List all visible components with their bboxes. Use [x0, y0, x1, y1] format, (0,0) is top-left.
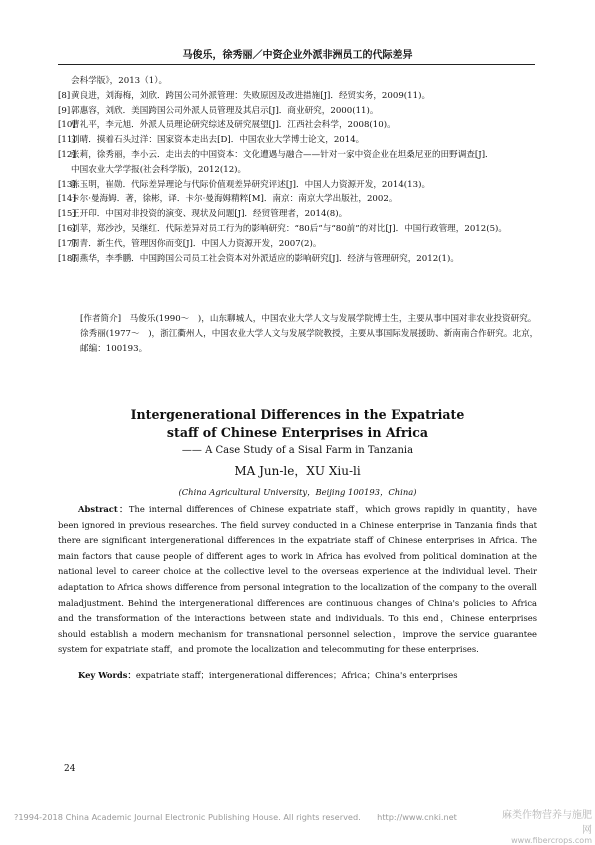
reference-text: 会科学版》，2013（1）。	[71, 76, 168, 86]
reference-number: [12]	[58, 149, 76, 160]
reference-number: [8]	[58, 90, 71, 101]
reference-text: 刘苹，郑沙沙，吴继红．代际差异对员工行为的影响研究：“80后”与“80前”的对比[J]．中国行政管理，2012(5)。	[71, 223, 507, 234]
abstract-text: The internal differences of Chinese expatriate staff，which grows rapidly in quantity，have been ignored in previous researches. The field survey conducted in a Chinese enterprise in Tanzania finds that there are significant intergenerational differences in the expatriate staff of Chinese enterprises in Africa. The main factors that cause people of different ages to work in Africa has evolved from political domination at the national level to career choice at the collective level to the overseas experience at the individual level. Their adaptation to Africa shows difference from personal integration to the localization of the company to the overall maladjustment. Behind the intergenerational differences are continuous changes of China's policies to Africa and the transformation of the interactions between state and individuals. To this end，Chinese enterprises should establish a modern mechanism for transnational personnel selection，improve the service guarantee system for expatriate staff，and promote the localization and telecommuting for these enterprises.	[58, 504, 538, 655]
reference-text: 周燕华，李季鹏．中国跨国公司员工社会资本对外派适应的影响研究[J]．经济与管理研究，2012(1)。	[71, 253, 459, 264]
english-subtitle: —— A Case Study of a Sisal Farm in Tanzania	[181, 445, 414, 456]
english-authors: MA Jun-le，XU Xiu-li	[234, 464, 361, 478]
watermark-line-2: www.fibercrops.com	[511, 836, 592, 845]
reference-item	[58, 207, 538, 222]
reference-item	[58, 237, 538, 252]
reference-number: [17]	[58, 238, 76, 249]
english-abstract	[58, 502, 537, 658]
abstract-label: Abstract：	[78, 504, 129, 514]
author-bio: [作者简介] 马俊乐(1990～ )，山东聊城人，中国农业大学人文与发展学院博士生，主要从事中国对非农业投资研究。徐秀丽(1977～ )，浙江衢州人，中国农业大学人文与发展学院教授，主要从事国际发展援助、新南南合作研究。北京，邮编：100193。	[80, 314, 539, 354]
reference-text: 中国农业大学学报(社会科学版)，2012(12)。	[71, 164, 247, 175]
site-watermark	[496, 806, 592, 845]
reference-item	[58, 89, 538, 104]
reference-text: 卡尔·曼海姆．著，徐彬，译．卡尔·曼海姆精粹[M]．南京：南京大学出版社，2002。	[71, 194, 398, 205]
keywords-text: expatriate staff；intergenerational differences；Africa；China's enterprises	[135, 670, 458, 680]
reference-item	[58, 163, 538, 178]
copyright-footer: ?1994-2018 China Academic Journal Electronic Publishing House. All rights reserved. http://www.cnki.net	[14, 812, 457, 822]
reference-item	[58, 133, 538, 148]
reference-item	[58, 118, 538, 133]
reference-number: [15]	[58, 209, 76, 220]
reference-number: [18]	[58, 253, 76, 264]
reference-text: 郭惠容，刘欣．美国跨国公司外派人员管理及其启示[J]．商业研究，2000(11)。	[71, 105, 379, 116]
reference-number: [13]	[58, 179, 76, 190]
reference-text: 张莉，徐秀丽，李小云．走出去的中国资本：文化遭遇与融合——针对一家中资企业在坦桑尼亚的田野调查[J]．	[71, 149, 494, 160]
reference-number: [11]	[58, 135, 76, 146]
reference-list	[58, 74, 538, 266]
reference-number: [16]	[58, 223, 76, 234]
english-affiliation: (China Agricultural University，Beijing 100193，China)	[178, 487, 417, 497]
reference-number: [14]	[58, 194, 76, 205]
reference-item	[58, 192, 538, 207]
reference-item	[58, 104, 538, 119]
english-title	[0, 406, 595, 442]
reference-item	[58, 222, 538, 237]
reference-number: [10]	[58, 120, 76, 131]
reference-item	[58, 148, 538, 163]
watermark-line-1: 麻类作物营养与施肥网	[502, 810, 592, 836]
reference-text: 曹礼平，李元旭．外派人员理论研究综述及研究展望[J]．江西社会科学，2008(10)。	[71, 120, 396, 131]
reference-text: 黄良进，刘海梅，刘欣．跨国公司外派管理：失败原因及改进措施[J]．经贸实务，2009(11)。	[71, 90, 431, 101]
reference-text: 陈玉明，崔勋．代际差异理论与代际价值观差异研究评述[J]．中国人力资源开发，2014(13)。	[71, 179, 431, 190]
header-rule	[58, 64, 535, 65]
reference-text: 刘晴．摸着石头过洋：国家资本走出去[D]．中国农业大学博士论文，2014。	[71, 135, 365, 146]
running-header: 马俊乐，徐秀丽／中资企业外派非洲员工的代际差异	[182, 50, 413, 61]
reference-item	[58, 74, 538, 89]
english-title-line-1: Intergenerational Differences in the Expatriate	[130, 407, 465, 422]
page-number: 24	[64, 764, 76, 774]
reference-number: [9]	[58, 105, 71, 116]
reference-item	[58, 252, 538, 267]
reference-text: 周青．新生代，管理因你而变[J]．中国人力资源开发，2007(2)。	[71, 238, 322, 249]
reference-text: 王开印．中国对非投资的演变、现状及问题[J]．经贸管理者，2014(8)。	[71, 209, 348, 220]
reference-item	[58, 178, 538, 193]
keywords-label: Key Words：	[78, 670, 136, 680]
english-keywords	[78, 669, 538, 681]
english-title-line-2: staff of Chinese Enterprises in Africa	[166, 425, 429, 440]
